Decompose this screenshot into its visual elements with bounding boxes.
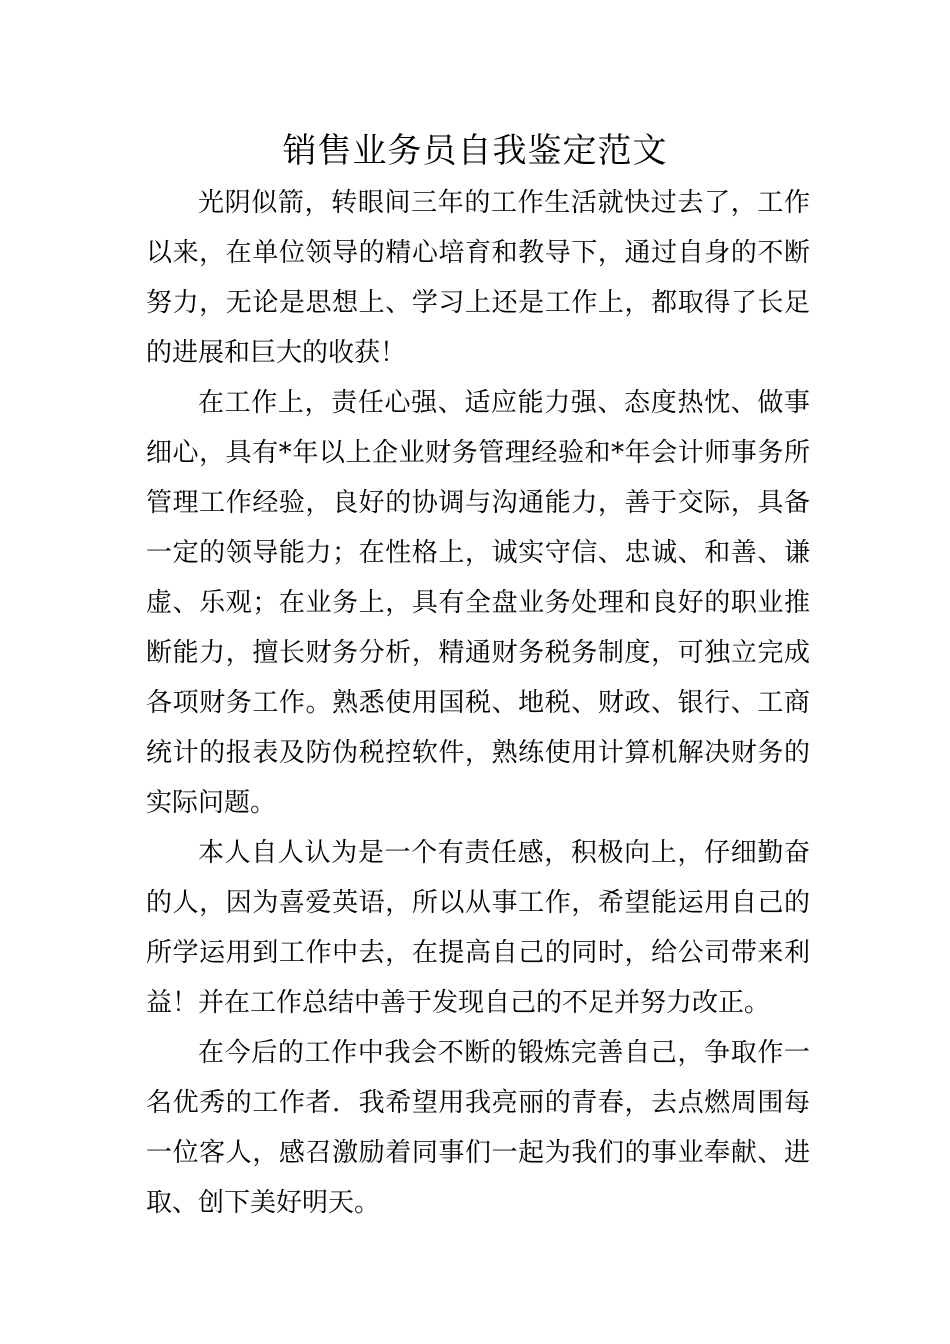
paragraph-2: 在工作上，责任心强、适应能力强、态度热忱、做事细心，具有*年以上企业财务管理经验和*年会计师事务所管理工作经验，良好的协调与沟通能力，善于交际，具备一定的领导能力；在性格上，诚实守信、忠诚、和善、谦虚、乐观；在业务上，具有全盘业务处理和良好的职业推断能力，擅长财务分析，精通财务税务制度，可独立完成各项财务工作。熟悉使用国税、地税、财政、银行、工商统计的报表及防伪税控软件，熟练使用计算机解决财务的实际问题。 — [146, 388, 810, 818]
document-body — [146, 178, 810, 1228]
paragraph-3: 本人自人认为是一个有责任感，积极向上，仔细勤奋的人，因为喜爱英语，所以从事工作，希望能运用自己的所学运用到工作中去，在提高自己的同时，给公司带来利益！并在工作总结中善于发现自己的不足并努力改正。 — [146, 838, 810, 1018]
paragraph-1: 光阴似箭，转眼间三年的工作生活就快过去了，工作以来，在单位领导的精心培育和教导下，通过自身的不断努力，无论是思想上、学习上还是工作上，都取得了长足的进展和巨大的收获！ — [146, 188, 810, 368]
paragraph-4: 在今后的工作中我会不断的锻炼完善自己，争取作一名优秀的工作者．我希望用我亮丽的青春，去点燃周围每一位客人，感召激励着同事们一起为我们的事业奉献、进取、创下美好明天。 — [146, 1038, 810, 1218]
document-title: 销售业务员自我鉴定范文 — [282, 131, 668, 171]
